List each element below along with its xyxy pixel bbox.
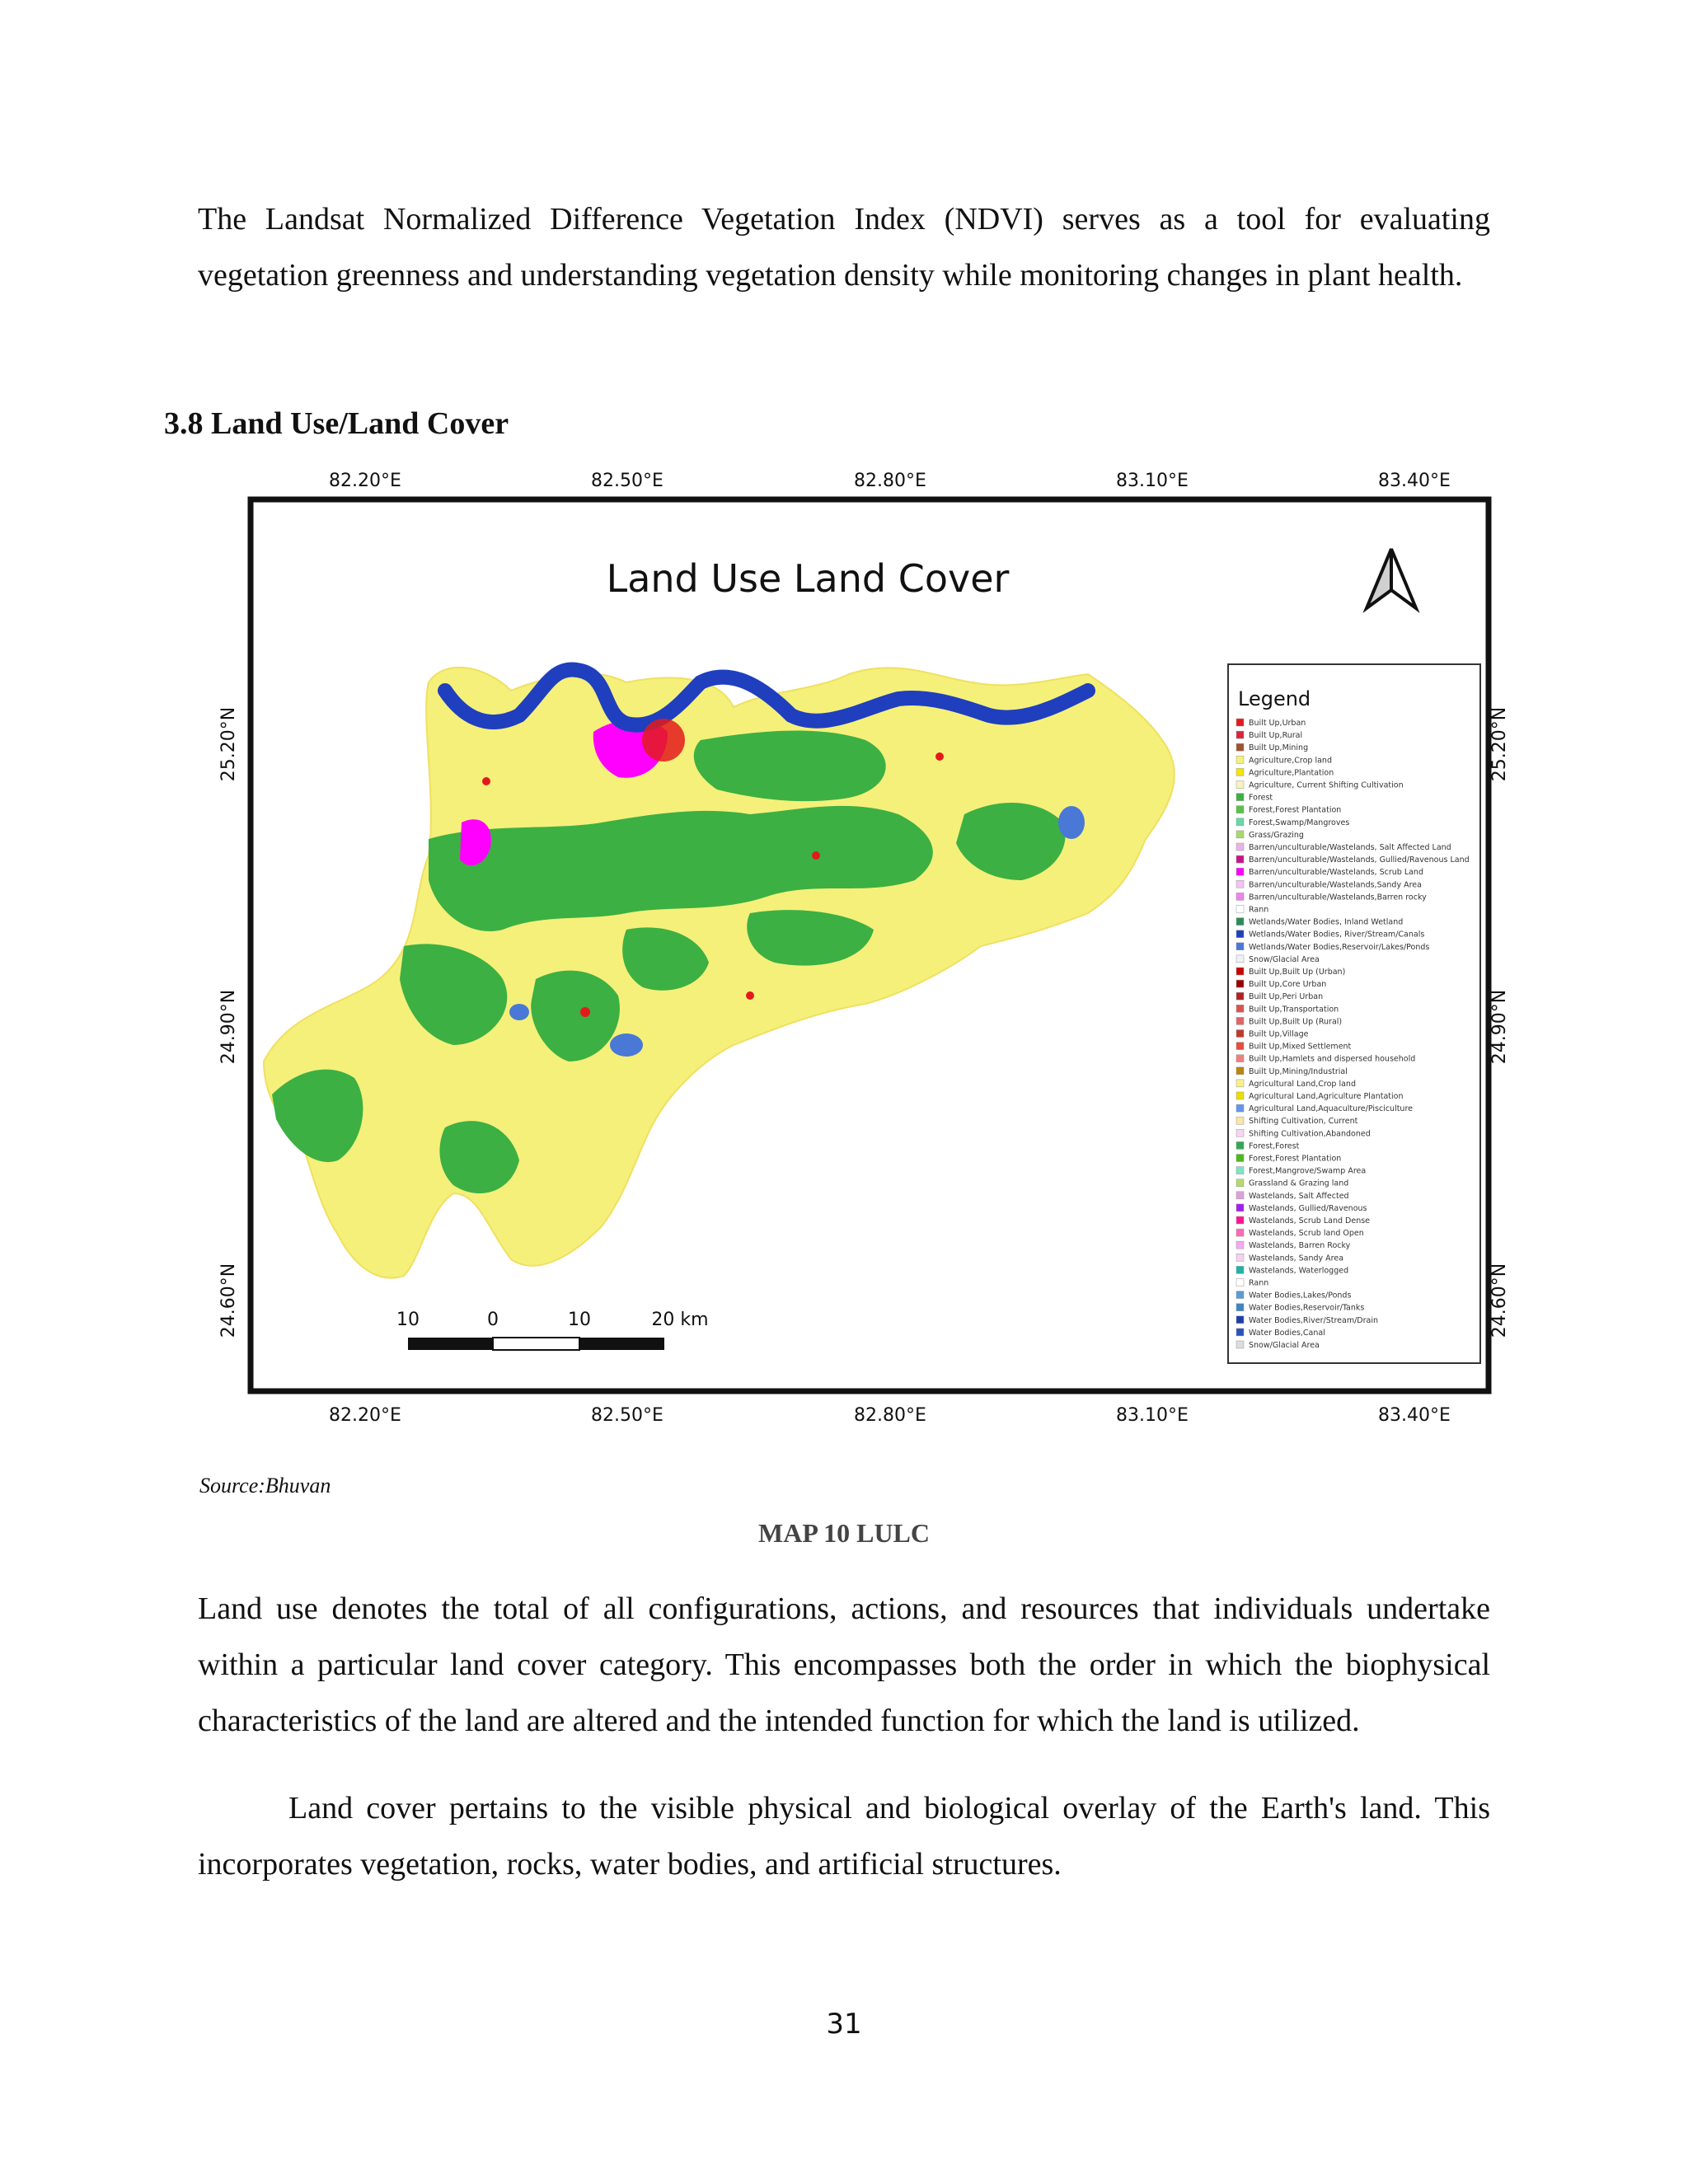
legend-swatch bbox=[1236, 1080, 1244, 1087]
legend-swatch bbox=[1236, 992, 1244, 1000]
legend-label: Wastelands, Salt Affected bbox=[1249, 1191, 1349, 1201]
legend-swatch bbox=[1236, 980, 1244, 987]
legend-swatch bbox=[1236, 1279, 1244, 1286]
legend-swatch bbox=[1236, 1067, 1244, 1075]
legend-swatch bbox=[1236, 794, 1244, 801]
legend-label: Built Up,Rural bbox=[1249, 731, 1303, 741]
legend-label: Agriculture,Crop land bbox=[1249, 756, 1332, 766]
legend-swatch bbox=[1236, 1167, 1244, 1174]
legend-swatch bbox=[1236, 743, 1244, 751]
legend-swatch bbox=[1236, 943, 1244, 950]
legend-swatch bbox=[1236, 1291, 1244, 1299]
legend-swatch bbox=[1236, 843, 1244, 851]
legend-label: Forest,Mangrove/Swamp Area bbox=[1249, 1166, 1367, 1176]
land-cover-paragraph: Land cover pertains to the visible physical and biological overlay of the Earth's land. This incorporates vegetation, rocks, water bodies, and artificial structures. bbox=[198, 1791, 1490, 1882]
legend-label: Built Up,Mining/Industrial bbox=[1249, 1066, 1348, 1076]
legend-swatch bbox=[1236, 1229, 1244, 1236]
legend-swatch bbox=[1236, 1117, 1244, 1124]
longitude-label-bottom: 83.40°E bbox=[1378, 1405, 1451, 1426]
legend-swatch bbox=[1236, 1241, 1244, 1249]
legend-swatch bbox=[1236, 1254, 1244, 1261]
page-number: 31 bbox=[826, 2008, 862, 2041]
legend-swatch bbox=[1236, 1055, 1244, 1062]
legend-label: Forest,Forest bbox=[1249, 1141, 1300, 1151]
legend-label: Snow/Glacial Area bbox=[1249, 954, 1320, 964]
legend-swatch bbox=[1236, 855, 1244, 863]
legend-label: Barren/unculturable/Wastelands,Barren rocky bbox=[1249, 893, 1427, 902]
latitude-label-right: 24.90°N bbox=[1489, 989, 1510, 1065]
latitude-label-left: 24.60°N bbox=[218, 1263, 239, 1338]
legend-label: Rann bbox=[1249, 1278, 1269, 1288]
legend-swatch bbox=[1236, 1216, 1244, 1224]
legend-swatch bbox=[1236, 868, 1244, 875]
legend-label: Agricultural Land,Aquaculture/Pisciculture bbox=[1249, 1104, 1413, 1114]
scale-label: 10 bbox=[396, 1310, 420, 1330]
longitude-label-top: 83.10°E bbox=[1116, 471, 1189, 491]
legend-swatch bbox=[1236, 906, 1244, 913]
legend-swatch bbox=[1236, 831, 1244, 838]
legend-label: Built Up,Peri Urban bbox=[1249, 992, 1324, 1002]
legend-label: Built Up,Village bbox=[1249, 1029, 1309, 1039]
legend-swatch bbox=[1236, 930, 1244, 938]
legend-swatch bbox=[1236, 1129, 1244, 1137]
longitude-label-top: 82.80°E bbox=[854, 471, 926, 491]
longitude-label-bottom: 82.20°E bbox=[329, 1405, 401, 1426]
legend-label: Built Up,Built Up (Urban) bbox=[1249, 968, 1346, 977]
longitude-label-bottom: 82.50°E bbox=[591, 1405, 663, 1426]
legend-swatch bbox=[1236, 1341, 1244, 1348]
legend-label: Wastelands, Sandy Area bbox=[1249, 1254, 1344, 1263]
legend-label: Forest,Swamp/Mangroves bbox=[1249, 818, 1350, 827]
latitude-label-right: 25.20°N bbox=[1489, 706, 1510, 782]
legend-label: Water Bodies,Lakes/Ponds bbox=[1249, 1291, 1352, 1301]
legend-title: Legend bbox=[1238, 687, 1311, 710]
legend-swatch bbox=[1236, 818, 1244, 826]
legend-label: Grass/Grazing bbox=[1249, 830, 1304, 840]
longitude-label-top: 83.40°E bbox=[1378, 471, 1451, 491]
legend-swatch bbox=[1236, 1179, 1244, 1187]
longitude-label-top: 82.20°E bbox=[329, 471, 401, 491]
legend-swatch bbox=[1236, 1192, 1244, 1199]
latitude-label-right: 24.60°N bbox=[1489, 1263, 1510, 1338]
legend-label: Agriculture,Plantation bbox=[1249, 768, 1334, 778]
scale-label: 10 bbox=[568, 1310, 591, 1330]
legend-label: Water Bodies,Canal bbox=[1249, 1328, 1325, 1338]
legend-label: Shifting Cultivation, Current bbox=[1249, 1117, 1358, 1127]
legend-swatch bbox=[1236, 880, 1244, 888]
legend-swatch bbox=[1236, 756, 1244, 763]
longitude-label-bottom: 83.10°E bbox=[1116, 1405, 1189, 1426]
map-title: Land Use Land Cover bbox=[606, 556, 1010, 601]
figure-caption: MAP 10 LULC bbox=[758, 1518, 930, 1548]
legend-label: Built Up,Mixed Settlement bbox=[1249, 1042, 1352, 1052]
legend-label: Wastelands, Waterlogged bbox=[1249, 1266, 1349, 1276]
legend-swatch bbox=[1236, 893, 1244, 900]
legend-label: Wetlands/Water Bodies, River/Stream/Canals bbox=[1249, 930, 1425, 940]
latitude-label-left: 24.90°N bbox=[218, 989, 239, 1065]
legend-label: Built Up,Mining bbox=[1249, 743, 1309, 753]
legend-swatch bbox=[1236, 1104, 1244, 1112]
legend-swatch bbox=[1236, 1304, 1244, 1311]
legend-swatch bbox=[1236, 731, 1244, 738]
scale-label: 20 km bbox=[651, 1310, 709, 1330]
legend-label: Forest bbox=[1249, 793, 1273, 803]
legend-label: Wetlands/Water Bodies, Inland Wetland bbox=[1249, 917, 1404, 927]
lulc-map-figure bbox=[218, 468, 1510, 1426]
legend-swatch bbox=[1236, 1141, 1244, 1149]
legend-label: Forest,Forest Plantation bbox=[1249, 805, 1342, 815]
legend-label: Built Up,Urban bbox=[1249, 719, 1306, 728]
source-note: Source:Bhuvan bbox=[199, 1474, 331, 1497]
legend-label: Wastelands, Gullied/Ravenous bbox=[1249, 1203, 1367, 1213]
legend-label: Snow/Glacial Area bbox=[1249, 1341, 1320, 1350]
legend-label: Wastelands, Scrub land Open bbox=[1249, 1229, 1364, 1239]
legend-label: Water Bodies,River/Stream/Drain bbox=[1249, 1315, 1379, 1325]
legend-swatch bbox=[1236, 1092, 1244, 1099]
legend-label: Barren/unculturable/Wastelands,Sandy Area bbox=[1249, 880, 1422, 890]
legend-label: Rann bbox=[1249, 905, 1269, 915]
longitude-label-top: 82.50°E bbox=[591, 471, 663, 491]
legend-label: Wastelands, Scrub Land Dense bbox=[1249, 1216, 1371, 1226]
legend-label: Built Up,Transportation bbox=[1249, 1005, 1339, 1015]
latitude-label-left: 25.20°N bbox=[218, 706, 239, 782]
legend-swatch bbox=[1236, 1316, 1244, 1324]
legend-swatch bbox=[1236, 1266, 1244, 1273]
legend-label: Built Up,Core Urban bbox=[1249, 980, 1327, 990]
legend-swatch bbox=[1236, 806, 1244, 813]
section-heading: 3.8 Land Use/Land Cover bbox=[164, 406, 509, 441]
legend-swatch bbox=[1236, 1043, 1244, 1050]
ndvi-paragraph: The Landsat Normalized Difference Vegetation Index (NDVI) serves as a tool for evaluating vegetation greenness and understanding vegetation density while monitoring changes in plant health. bbox=[198, 202, 1490, 293]
legend-label: Wetlands/Water Bodies,Reservoir/Lakes/Ponds bbox=[1249, 942, 1430, 952]
legend-swatch bbox=[1236, 1155, 1244, 1162]
legend-label: Agricultural Land,Agriculture Plantation bbox=[1249, 1092, 1404, 1101]
legend-label: Built Up,Hamlets and dispersed household bbox=[1249, 1054, 1416, 1064]
legend bbox=[1228, 664, 1480, 1363]
legend-swatch bbox=[1236, 719, 1244, 726]
legend-swatch bbox=[1236, 1030, 1244, 1038]
legend-swatch bbox=[1236, 918, 1244, 926]
land-use-paragraph: Land use denotes the total of all configurations, actions, and resources that individuals undertake within a particular land cover category. This encompasses both the order in which the biophysical characteristics of the land are altered and the intended function for which the land is utilized. bbox=[198, 1591, 1490, 1738]
legend-label: Grassland & Grazing land bbox=[1249, 1179, 1349, 1188]
legend-label: Shifting Cultivation,Abandoned bbox=[1249, 1129, 1371, 1139]
lulc-map bbox=[218, 468, 1510, 1426]
longitude-label-bottom: 82.80°E bbox=[854, 1405, 926, 1426]
legend-label: Water Bodies,Reservoir/Tanks bbox=[1249, 1303, 1365, 1313]
scale-label: 0 bbox=[487, 1310, 499, 1330]
legend-swatch bbox=[1236, 781, 1244, 789]
legend-swatch bbox=[1236, 1329, 1244, 1336]
legend-label: Barren/unculturable/Wastelands, Scrub Land bbox=[1249, 868, 1423, 878]
legend-swatch bbox=[1236, 768, 1244, 776]
legend-swatch bbox=[1236, 1017, 1244, 1024]
legend-label: Forest,Forest Plantation bbox=[1249, 1154, 1342, 1164]
legend-label: Agriculture, Current Shifting Cultivation bbox=[1249, 780, 1404, 790]
legend-swatch bbox=[1236, 1204, 1244, 1212]
legend-label: Wastelands, Barren Rocky bbox=[1249, 1241, 1351, 1251]
legend-label: Agricultural Land,Crop land bbox=[1249, 1079, 1356, 1089]
legend-label: Barren/unculturable/Wastelands, Salt Affected Land bbox=[1249, 843, 1451, 852]
legend-swatch bbox=[1236, 955, 1244, 963]
legend-label: Built Up,Built Up (Rural) bbox=[1249, 1017, 1343, 1027]
legend-swatch bbox=[1236, 1005, 1244, 1012]
legend-swatch bbox=[1236, 968, 1244, 975]
legend-label: Barren/unculturable/Wastelands, Gullied/Ravenous Land bbox=[1249, 855, 1470, 865]
